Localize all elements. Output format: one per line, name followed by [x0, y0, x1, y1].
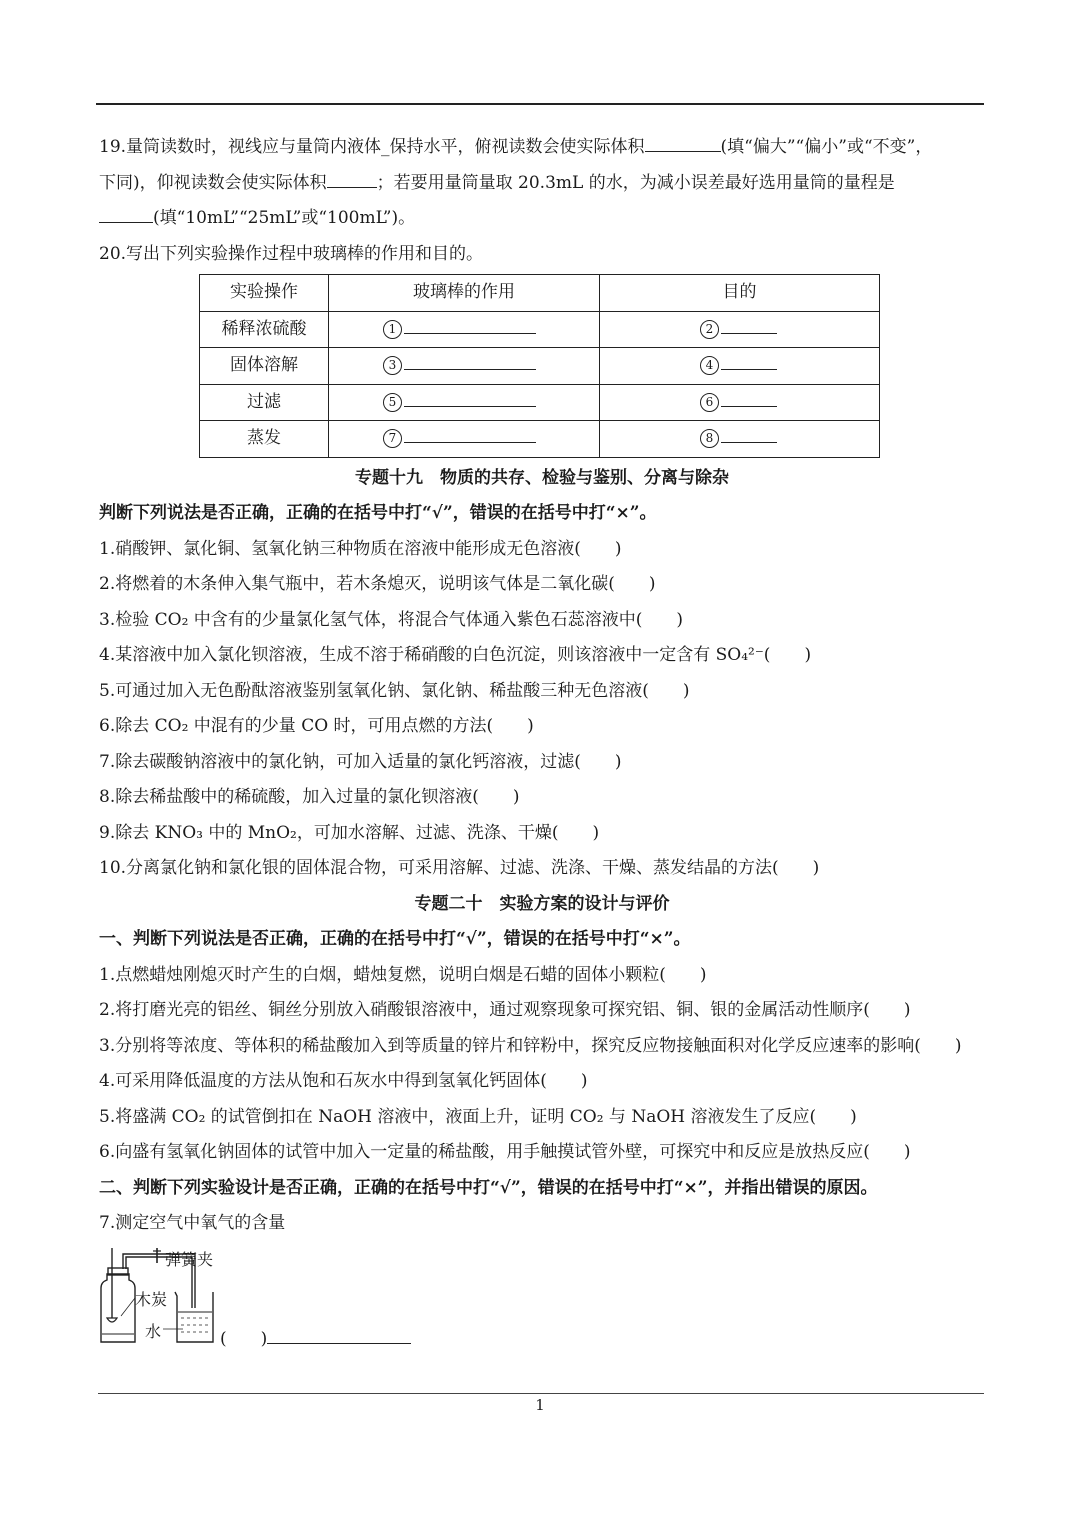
role-cell: [329, 348, 600, 385]
list-item: 9.除去 KNO₃ 中的 MnO₂，可加水溶解、过滤、洗涤、干燥( ): [99, 822, 600, 843]
page-number: 1: [535, 1396, 545, 1414]
topic19-instruction: 判断下列说法是否正确，正确的在括号中打“√”，错误的在括号中打“×”。: [99, 503, 657, 523]
answer-blank[interactable]: [721, 315, 777, 334]
table-row: [200, 311, 880, 348]
q19-line-2: 下同)，仰视读数会使实际体积 ；若要用量筒量取 20.3mL 的水，为减小误差最好选用量筒的量程是: [99, 166, 985, 202]
topic20-part2-instruction: 二、判断下列实验设计是否正确，正确的在括号中打“√”，错误的在括号中打“×”，并指出错误的原因。: [99, 1177, 878, 1198]
charcoal-label: 木炭: [135, 1289, 168, 1309]
answer-blank[interactable]: [404, 388, 536, 407]
op-cell: 过滤: [200, 384, 329, 421]
answer-slot: [220, 1322, 411, 1358]
clamp-label: 弹簧夹: [165, 1249, 214, 1269]
aim-cell: [600, 384, 880, 421]
answer-blank[interactable]: [99, 204, 153, 223]
water-label: 水: [145, 1321, 162, 1341]
answer-blank[interactable]: [327, 169, 377, 188]
table-row: [200, 384, 880, 421]
answer-blank[interactable]: [267, 1325, 411, 1344]
list-item: 4.某溶液中加入氯化钡溶液，生成不溶于稀硝酸的白色沉淀，则该溶液中一定含有 SO₄²⁻( ): [99, 645, 812, 665]
q19-line-3: (填“10mL”“25mL”或“100mL”)。: [99, 201, 985, 237]
list-item: 6.向盛有氢氧化钠固体的试管中加入一定量的稀盐酸，用手触摸试管外壁，可探究中和反应是放热反应( ): [99, 1142, 911, 1162]
header-rule: [96, 103, 984, 105]
role-cell: [329, 421, 600, 458]
apparatus-figure: [99, 1242, 985, 1362]
circled-number: 3: [383, 356, 402, 375]
role-cell: [329, 311, 600, 348]
list-item: 4.可采用降低温度的方法从饱和石灰水中得到氢氧化钙固体( ): [99, 1071, 588, 1091]
list-item: 1.硝酸钾、氯化铜、氢氧化钠三种物质在溶液中能形成无色溶液( ): [99, 538, 622, 559]
page-content: [99, 130, 985, 1362]
answer-blank[interactable]: [721, 424, 777, 443]
list-item: 2.将燃着的木条伸入集气瓶中，若木条熄灭，说明该气体是二氧化碳( ): [99, 574, 656, 594]
circled-number: 5: [383, 393, 402, 412]
topic20-title: 专题二十 实验方案的设计与评价: [414, 893, 670, 914]
q20-prompt: 20.写出下列实验操作过程中玻璃棒的作用和目的。: [99, 243, 484, 264]
table-header: 玻璃棒的作用: [329, 275, 600, 312]
list-item: 6.除去 CO₂ 中混有的少量 CO 时，可用点燃的方法( ): [99, 716, 534, 736]
list-item: 2.将打磨光亮的铝丝、铜丝分别放入硝酸银溶液中，通过观察现象可探究铝、铜、银的金属活动性顺序( ): [99, 1000, 911, 1020]
list-item: 3.检验 CO₂ 中含有的少量氯化氢气体，将混合气体通入紫色石蕊溶液中( ): [99, 609, 684, 630]
table-row: [200, 421, 880, 458]
aim-cell: [600, 348, 880, 385]
answer-blank[interactable]: [721, 351, 777, 370]
op-cell: 稀释浓硫酸: [200, 311, 329, 348]
circled-number: 4: [700, 356, 719, 375]
table-row: [200, 348, 880, 385]
topic19-title: 专题十九 物质的共存、检验与鉴别、分离与除杂: [355, 467, 729, 488]
glass-rod-table: [199, 274, 880, 458]
aim-cell: [600, 311, 880, 348]
circled-number: 2: [700, 320, 719, 339]
table-header: 目的: [600, 275, 880, 312]
footer-rule: [98, 1393, 984, 1394]
answer-blank[interactable]: [721, 388, 777, 407]
aim-cell: [600, 421, 880, 458]
list-item: 5.将盛满 CO₂ 的试管倒扣在 NaOH 溶液中，液面上升，证明 CO₂ 与 NaOH 溶液发生了反应( ): [99, 1106, 857, 1127]
list-item: 3.分别将等浓度、等体积的稀盐酸加入到等质量的锌片和锌粉中，探究反应物接触面积对化学反应速率的影响( ): [99, 1035, 962, 1056]
answer-blank[interactable]: [404, 351, 536, 370]
op-cell: 蒸发: [200, 421, 329, 458]
circled-number: 7: [383, 429, 402, 448]
q19-line-1: 19.量筒读数时，视线应与量筒内液体_保持水平，俯视读数会使实际体积 (填“偏大”“偏小”或“不变”，: [99, 130, 985, 166]
table-header-row: [200, 275, 880, 312]
list-item: 8.除去稀盐酸中的稀硫酸，加入过量的氯化钡溶液( ): [99, 787, 520, 807]
topic20-part1-instruction: 一、判断下列说法是否正确，正确的在括号中打“√”，错误的在括号中打“×”。: [99, 929, 691, 949]
circled-number: 8: [700, 429, 719, 448]
list-item: 7.测定空气中氧气的含量: [99, 1213, 286, 1233]
answer-blank[interactable]: [645, 133, 721, 152]
list-item: 10.分离氯化钠和氯化银的固体混合物，可采用溶解、过滤、洗涤、干燥、蒸发结晶的方法( ): [99, 858, 820, 878]
circled-number: 6: [700, 393, 719, 412]
answer-blank[interactable]: [404, 424, 536, 443]
list-item: 5.可通过加入无色酚酞溶液鉴别氢氧化钠、氯化钠、稀盐酸三种无色溶液( ): [99, 680, 690, 701]
answer-paren[interactable]: ( ): [220, 1328, 268, 1349]
answer-blank[interactable]: [404, 315, 536, 334]
role-cell: [329, 384, 600, 421]
list-item: 7.除去碳酸钠溶液中的氯化钠，可加入适量的氯化钙溶液，过滤( ): [99, 751, 622, 772]
table-header: 实验操作: [200, 275, 329, 312]
list-item: 1.点燃蜡烛刚熄灭时产生的白烟，蜡烛复燃，说明白烟是石蜡的固体小颗粒( ): [99, 964, 707, 985]
op-cell: 固体溶解: [200, 348, 329, 385]
circled-number: 1: [383, 320, 402, 339]
